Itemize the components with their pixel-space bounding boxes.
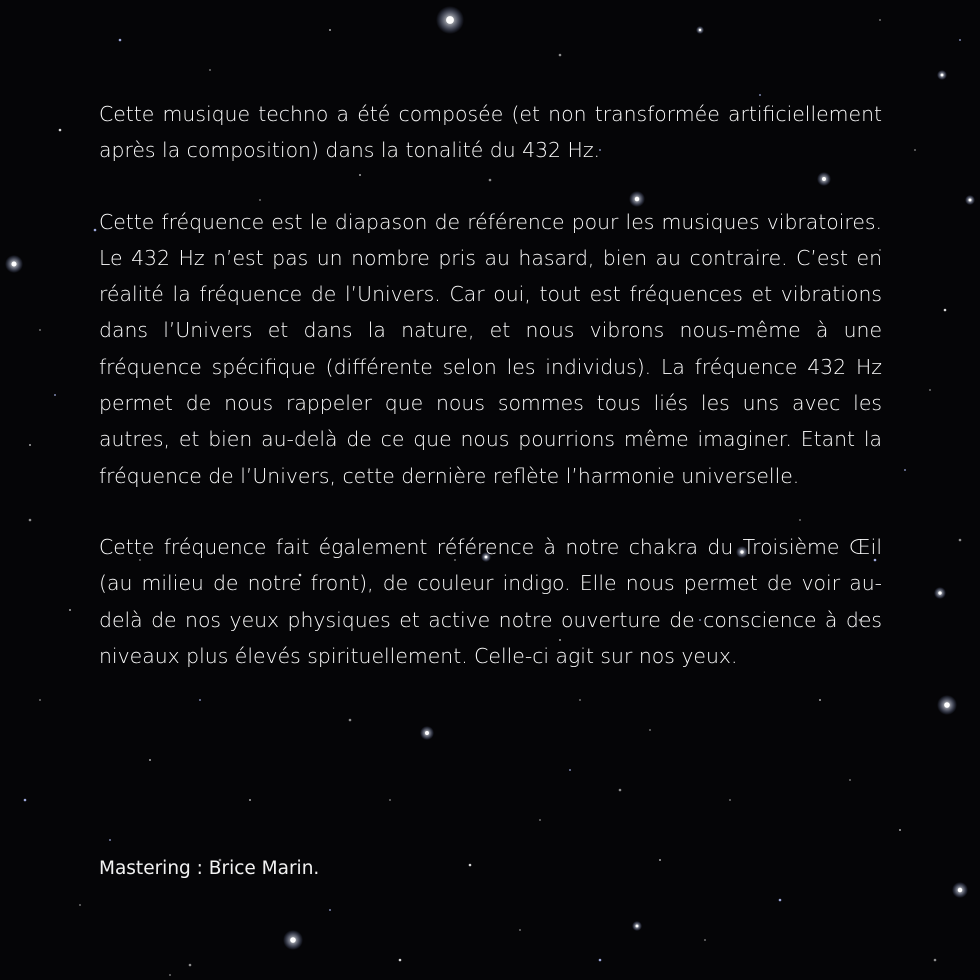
- mastering-credit: Mastering : Brice Marin.: [99, 858, 320, 879]
- star: [249, 799, 251, 801]
- star-core: [938, 591, 941, 594]
- star: [54, 394, 56, 396]
- star: [24, 799, 27, 802]
- star: [519, 929, 521, 931]
- star: [329, 29, 331, 31]
- star: [959, 539, 962, 542]
- description-text-block: [99, 96, 882, 674]
- star: [779, 899, 782, 902]
- star: [849, 779, 851, 781]
- paragraph-frequency: Cette fréquence est le diapason de référence pour les musiques vibratoires. Le 432 Hz n’est pas un nombre pris au hasard, bien au contraire. C’est en réalité la fréquence de l’Univers. Car oui, tout est fréquences et vibrations dans l’Univers et dans la nature, et nous vibrons nous-même à une fréquence spécifique (différente selon les individus). La fréquence 432 Hz permet de nous rappeler que nous sommes tous liés les uns avec les autres, et bien au-delà de ce que nous pourrions même imaginer. Etant la fréquence de l’Univers, cette dernière reflète l’harmonie universelle.: [99, 209, 882, 488]
- star: [659, 859, 661, 861]
- star: [934, 959, 937, 962]
- star-core: [699, 29, 701, 31]
- star: [59, 129, 62, 132]
- star: [704, 939, 706, 941]
- star-core: [425, 731, 429, 735]
- star: [94, 229, 97, 232]
- star: [149, 759, 151, 761]
- star: [569, 769, 571, 771]
- star-core: [944, 702, 950, 708]
- star: [39, 699, 41, 701]
- star: [959, 39, 961, 41]
- star: [69, 609, 71, 611]
- star: [109, 839, 111, 841]
- star-core: [958, 888, 962, 892]
- star: [119, 39, 122, 42]
- star-core: [290, 937, 296, 943]
- star: [819, 699, 821, 701]
- star: [579, 699, 581, 701]
- star-core: [941, 74, 944, 77]
- star: [169, 974, 171, 976]
- star-core: [446, 16, 454, 24]
- star: [559, 54, 562, 57]
- star: [349, 719, 352, 722]
- star-core: [636, 925, 639, 928]
- star: [399, 959, 402, 962]
- star: [79, 904, 81, 906]
- star: [879, 19, 881, 21]
- star: [619, 789, 622, 792]
- star: [599, 959, 602, 962]
- star: [899, 829, 901, 831]
- star: [914, 149, 916, 151]
- star: [929, 389, 931, 391]
- star: [904, 469, 906, 471]
- star: [944, 309, 947, 312]
- star-core: [11, 261, 16, 266]
- star: [469, 864, 472, 867]
- star: [649, 729, 651, 731]
- star: [29, 444, 31, 446]
- star: [209, 69, 211, 71]
- star: [329, 909, 331, 911]
- paragraph-chakra: Cette fréquence fait également référence à notre chakra du Troisième Œil (au milieu de notre front), de couleur indigo. Elle nous permet de voir au-delà de nos yeux physiques et active notre ouverture de conscience à des niveaux plus élevés spirituellement. Celle-ci agit sur nos yeux.: [99, 534, 882, 668]
- star: [199, 699, 201, 701]
- star: [29, 519, 32, 522]
- star: [39, 329, 41, 331]
- star-core: [969, 199, 972, 202]
- paragraph-intro: Cette musique techno a été composée (et non transformée artificiellement après la composition) dans la tonalité du 432 Hz.: [99, 102, 882, 163]
- star: [389, 799, 391, 801]
- star: [539, 819, 541, 821]
- star: [729, 799, 731, 801]
- star: [189, 964, 192, 967]
